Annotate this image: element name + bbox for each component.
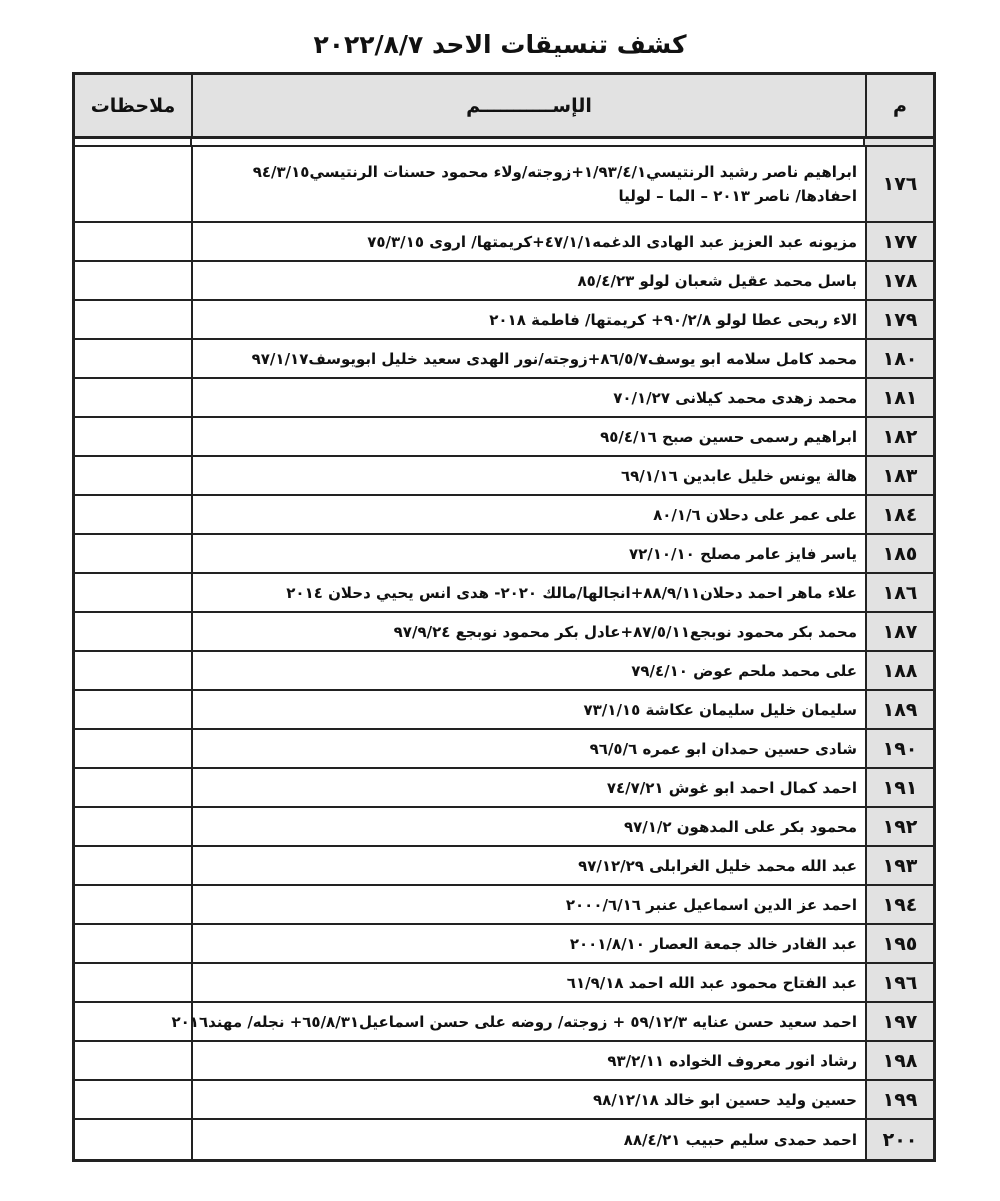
row-name-line: احفادها/ ناصر ٢٠١٣ – الما – لوليا	[618, 187, 857, 205]
row-name	[191, 652, 865, 689]
table-row	[75, 496, 933, 535]
row-number: ١٩٧	[865, 1003, 933, 1040]
table-row	[75, 574, 933, 613]
row-name	[191, 691, 865, 728]
row-name-line: عبد القادر خالد جمعة العصار ٢٠٠١/٨/١٠	[569, 934, 857, 953]
header-name: الإســـــــــــم	[191, 75, 865, 136]
row-notes	[75, 769, 191, 806]
row-name-line: احمد عز الدين اسماعيل عنبر ٢٠٠٠/٦/١٦	[565, 895, 857, 914]
table-row	[75, 1081, 933, 1120]
table-row	[75, 613, 933, 652]
row-name	[191, 496, 865, 533]
row-name-line: الاء ربحى عطا لولو ٩٠/٢/٨+ كريمتها/ فاطمة ٢٠١٨	[489, 310, 857, 329]
row-name-line: محمد بكر محمود نوبجع٨٧/٥/١١+عادل بكر محمود نوبجع ٩٧/٩/٢٤	[393, 622, 857, 641]
header-number: م	[865, 75, 933, 136]
row-number: ١٨٢	[865, 418, 933, 455]
row-name	[191, 457, 865, 494]
row-name	[191, 613, 865, 650]
row-name	[191, 925, 865, 962]
row-name	[191, 964, 865, 1001]
row-number: ١٧٦	[865, 147, 933, 221]
row-name	[191, 379, 865, 416]
row-number: ١٨٦	[865, 574, 933, 611]
row-name-line: محمد زهدى محمد كيلانى ٧٠/١/٢٧	[613, 388, 857, 407]
row-name	[191, 769, 865, 806]
table-row	[75, 886, 933, 925]
row-notes	[75, 223, 191, 260]
row-notes	[75, 340, 191, 377]
row-name	[191, 340, 865, 377]
row-name-line: احمد كمال احمد ابو غوش ٧٤/٧/٢١	[606, 778, 857, 797]
row-name-line: على محمد ملحم عوض ٧٩/٤/١٠	[631, 661, 857, 680]
table-row	[75, 340, 933, 379]
row-number: ١٩٨	[865, 1042, 933, 1079]
table-row	[75, 1120, 933, 1159]
table-row	[75, 147, 933, 223]
row-number: ١٩٣	[865, 847, 933, 884]
row-number: ١٧٨	[865, 262, 933, 299]
row-notes	[75, 574, 191, 611]
header-gap	[75, 139, 933, 147]
row-name	[191, 847, 865, 884]
table-row	[75, 847, 933, 886]
table-row	[75, 769, 933, 808]
row-name	[191, 147, 865, 221]
row-number: ١٩٤	[865, 886, 933, 923]
row-name	[191, 1081, 865, 1118]
row-number: ١٩٥	[865, 925, 933, 962]
row-notes	[75, 808, 191, 845]
table-header	[75, 75, 933, 139]
row-notes	[75, 1042, 191, 1079]
row-name	[191, 886, 865, 923]
row-name-line: مزيونه عبد العزيز عبد الهادى الدغمه٤٧/١/١+كريمتها/ اروى ٧٥/٣/١٥	[367, 232, 857, 251]
row-name	[191, 574, 865, 611]
table-row	[75, 1003, 933, 1042]
row-notes	[75, 886, 191, 923]
table-row	[75, 262, 933, 301]
row-name-line: عبد الله محمد خليل الغرابلى ٩٧/١٢/٢٩	[578, 856, 857, 875]
row-name	[191, 730, 865, 767]
row-name	[191, 223, 865, 260]
row-notes	[75, 1081, 191, 1118]
table-row	[75, 1042, 933, 1081]
row-notes	[75, 301, 191, 338]
row-name	[191, 535, 865, 572]
table-row	[75, 925, 933, 964]
table-row	[75, 808, 933, 847]
table-row	[75, 379, 933, 418]
table-row	[75, 418, 933, 457]
row-name-line: شادى حسين حمدان ابو عمره ٩٦/٥/٦	[589, 739, 857, 758]
row-name	[191, 1120, 865, 1159]
table-row	[75, 457, 933, 496]
row-name-line: على عمر على دحلان ٨٠/١/٦	[653, 505, 857, 524]
row-notes	[75, 147, 191, 221]
row-name-line: رشاد انور معروف الخواده ٩٣/٢/١١	[607, 1051, 857, 1070]
row-name-line: احمد حمدى سليم حبيب ٨٨/٤/٢١	[623, 1130, 857, 1149]
row-number: ١٨٨	[865, 652, 933, 689]
table-body	[75, 147, 933, 1159]
row-number: ١٩٢	[865, 808, 933, 845]
table-row	[75, 223, 933, 262]
row-notes	[75, 730, 191, 767]
table-row	[75, 691, 933, 730]
row-name-line: عبد الفتاح محمود عبد الله احمد ٦١/٩/١٨	[566, 973, 857, 992]
row-name	[191, 1042, 865, 1079]
row-notes	[75, 847, 191, 884]
row-name-line: ابراهيم رسمى حسين صبح ٩٥/٤/١٦	[600, 427, 857, 446]
row-number: ١٧٧	[865, 223, 933, 260]
row-name-line: محمود بكر على المدهون ٩٧/١/٢	[623, 817, 857, 836]
row-name	[171, 1003, 865, 1040]
names-table	[72, 72, 936, 1162]
row-name-line: سليمان خليل سليمان عكاشة ٧٣/١/١٥	[583, 700, 857, 719]
row-number: ١٧٩	[865, 301, 933, 338]
row-notes	[75, 691, 191, 728]
row-name-line: ياسر فايز عامر مصلح ٧٢/١٠/١٠	[628, 544, 857, 563]
row-name	[191, 808, 865, 845]
row-number: ١٨٩	[865, 691, 933, 728]
table-row	[75, 730, 933, 769]
row-notes	[75, 262, 191, 299]
row-number: ١٩٦	[865, 964, 933, 1001]
row-number: ١٨٥	[865, 535, 933, 572]
table-row	[75, 301, 933, 340]
row-notes	[75, 613, 191, 650]
row-notes	[75, 1003, 191, 1040]
table-row	[75, 964, 933, 1003]
row-notes	[75, 1120, 191, 1159]
row-name	[191, 301, 865, 338]
table-row	[75, 535, 933, 574]
row-number: ١٨١	[865, 379, 933, 416]
row-number: ١٩١	[865, 769, 933, 806]
row-number: ١٨٤	[865, 496, 933, 533]
row-notes	[75, 457, 191, 494]
row-name-line: هالة يونس خليل عابدين ٦٩/١/١٦	[620, 466, 857, 485]
row-notes	[75, 964, 191, 1001]
row-name	[191, 418, 865, 455]
page-title: كشف تنسيقات الاحد ٢٠٢٢/٨/٧	[313, 30, 687, 59]
row-notes	[75, 652, 191, 689]
row-name	[191, 262, 865, 299]
row-number: ١٨٠	[865, 340, 933, 377]
row-notes	[75, 496, 191, 533]
row-name-line: ابراهيم ناصر رشيد الرنتيسي١/٩٣/٤/١+زوجته/ولاء محمود حسنات الرنتيسي٩٤/٣/١٥	[252, 163, 857, 181]
row-notes	[75, 418, 191, 455]
row-name-line: احمد سعيد حسن عنايه ٥٩/١٢/٣ + زوجته/ روضه على حسن اسماعيل٦٥/٨/٣١+ نجله/ مهند٢٠١٦	[171, 1012, 857, 1031]
row-notes	[75, 535, 191, 572]
header-notes: ملاحظات	[90, 94, 176, 117]
row-name-line: باسل محمد عقيل شعبان لولو ٨٥/٤/٢٣	[577, 271, 857, 290]
row-number: ١٨٧	[865, 613, 933, 650]
row-number: ١٨٣	[865, 457, 933, 494]
row-number: ٢٠٠	[865, 1120, 933, 1159]
row-notes	[75, 379, 191, 416]
row-name-line: حسين وليد حسين ابو خالد ٩٨/١٢/١٨	[592, 1090, 857, 1109]
row-name-line: محمد كامل سلامه ابو يوسف٨٦/٥/٧+زوجته/نور الهدى سعيد خليل ابويوسف٩٧/١/١٧	[251, 349, 857, 368]
row-number: ١٩٩	[865, 1081, 933, 1118]
row-name-line: علاء ماهر احمد دحلان٨٨/٩/١١+انجالها/مالك ٢٠٢٠- هدى انس يحيي دحلان ٢٠١٤	[286, 583, 857, 602]
row-number: ١٩٠	[865, 730, 933, 767]
table-row	[75, 652, 933, 691]
row-notes	[75, 925, 191, 962]
